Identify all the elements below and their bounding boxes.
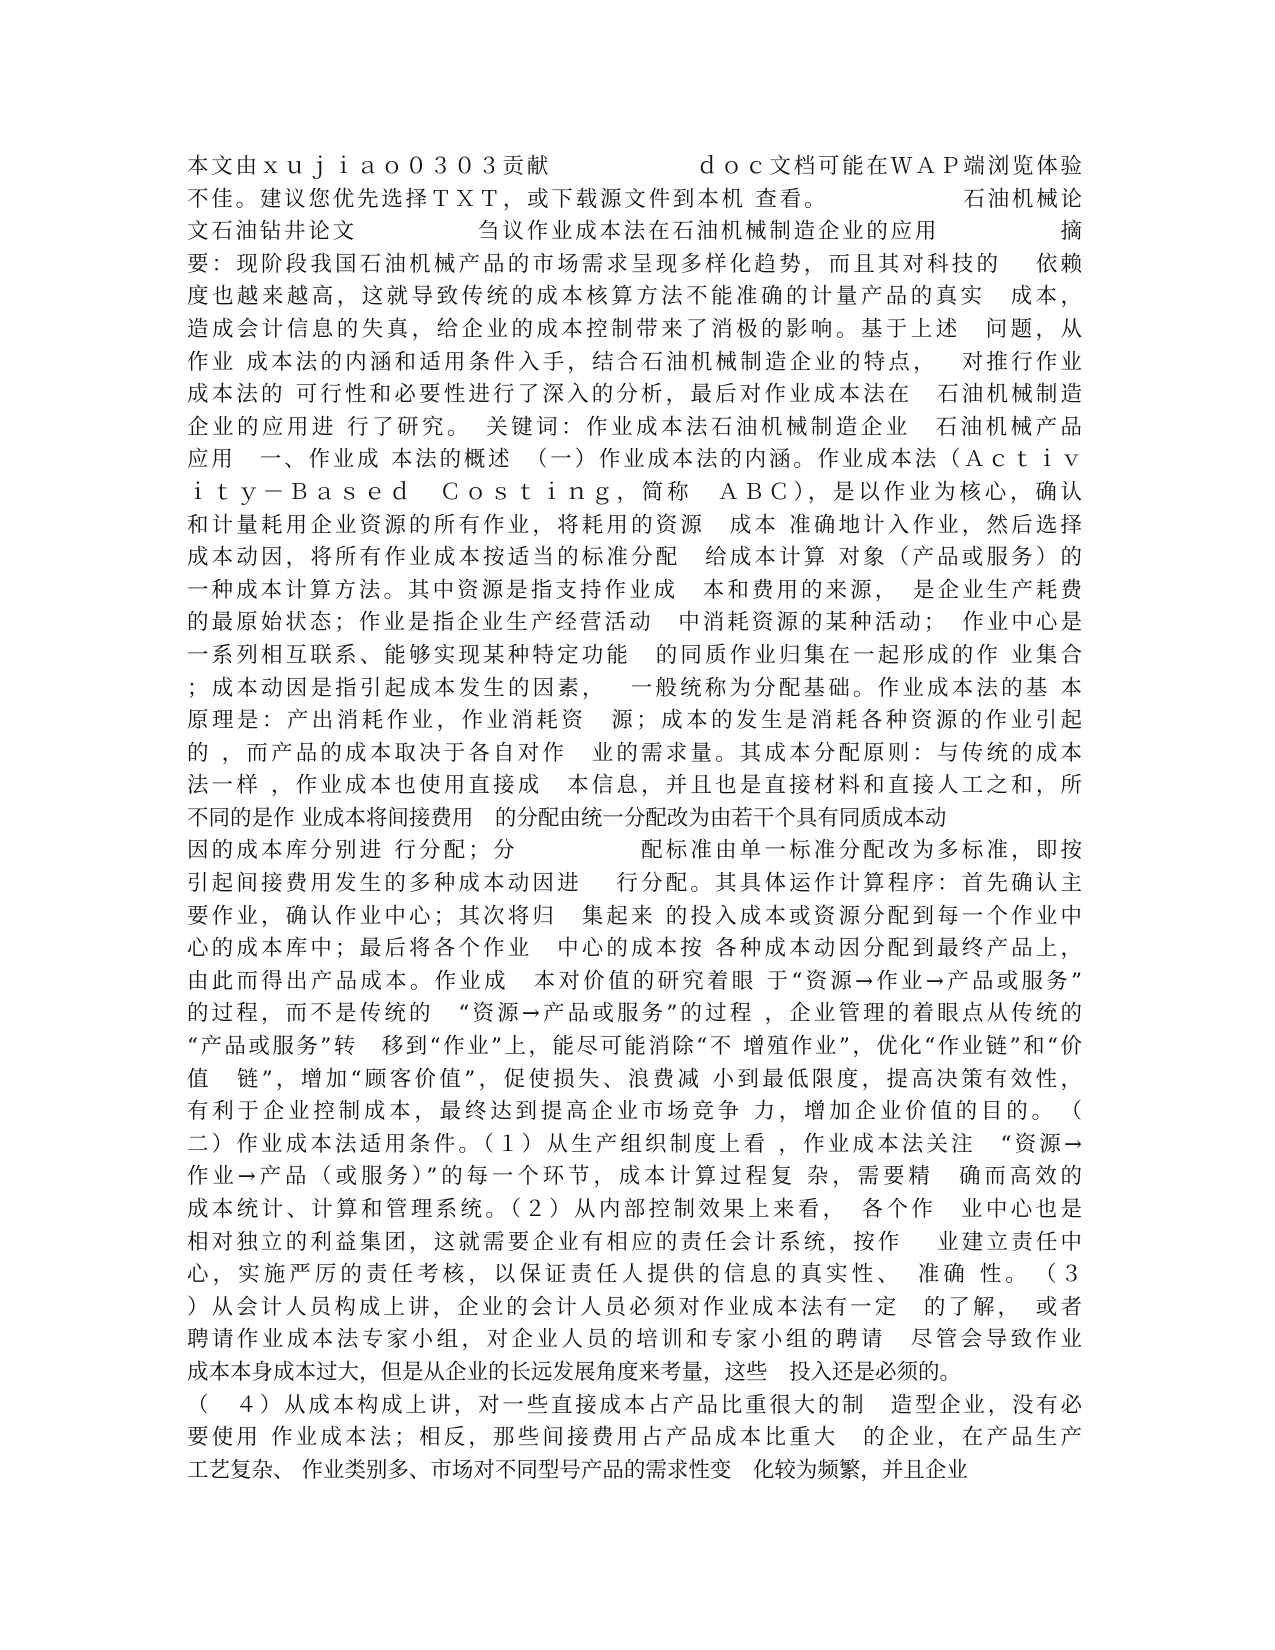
text-line: 一种成本计算方法。其中资源是指支持作业成 本和费用的来源， 是企业生产耗费 — [187, 577, 1082, 603]
text-line: 造成会计信息的失真，给企业的成本控制带来了消极的影响。基于上述 问题，从 — [187, 316, 1082, 342]
text-line: 本文由ｘｕｊｉａｏ０３０３贡献 ｄｏｃ文档可能在ＷＡＰ端浏览体验 — [187, 154, 1082, 179]
text-line: 法一样 ，作业成本也使用直接成 本信息，并且也是直接材料和直接人工之和，所 — [187, 773, 1082, 799]
text-line: 应用 一、作业成 本法的概述 （一）作业成本法的内涵。作业成本法（Ａｃｔｉｖ — [187, 447, 1082, 473]
text-line: 和计量耗用企业资源的所有作业，将耗用的资源 成本 准确地计入作业，然后选择 — [187, 512, 1082, 538]
text-line: 成本动因，将所有作业成本按适当的标准分配 给成本计算 对象（产品或服务）的 — [187, 545, 1082, 571]
text-line: ）从会计人员构成上讲，企业的会计人员必须对作业成本法有一定 的了解， 或者 — [187, 1294, 1082, 1320]
text-line: 相对独立的利益集团，这就需要企业有相应的责任会计系统，按作 业建立责任中 — [187, 1229, 1082, 1255]
text-line: 要作业，确认作业中心；其次将归 集起来 的投入成本或资源分配到每一个作业中 — [187, 903, 1082, 929]
text-line: 的 ，而产品的成本取决于各自对作 业的需求量。其成本分配原则：与传统的成本 — [187, 740, 1082, 766]
text-line: 心的成本库中；最后将各个作业 中心的成本按 各种成本动因分配到最终产品上， — [187, 936, 1082, 962]
text-line: 的最原始状态；作业是指企业生产经营活动 中消耗资源的某种活动； 作业中心是 — [187, 610, 1082, 636]
text-line: 成本统计、计算和管理系统。（２）从内部控制效果上来看， 各个作 业中心也是 — [187, 1197, 1082, 1222]
text-line: ；成本动因是指引起成本发生的因素， 一般统称为分配基础。作业成本法的基 本 — [187, 675, 1082, 701]
text-line: 企业的应用进 行了研究。 关键词：作业成本法石油机械制造企业 石油机械产品 — [187, 414, 1082, 440]
text-line: 值 链”，增加“顾客价值”，促使损失、浪费减 小到最低限度，提高决策有效性， — [187, 1066, 1082, 1092]
text-line: 心，实施严厉的责任考核，以保证责任人提供的信息的真实性、 准确 性。 （３ — [187, 1262, 1082, 1288]
text-line: 一系列相互联系、能够实现某种特定功能 的同质作业归集在一起形成的作 业集合 — [187, 642, 1082, 668]
text-line: 原理是：产出消耗作业，作业消耗资 源；成本的发生是消耗各种资源的作业引起 — [187, 708, 1082, 734]
text-line: （ ４）从成本构成上讲，对一些直接成本占产品比重很大的制 造型企业，没有必 — [187, 1392, 1082, 1418]
text-line: 因的成本库分别进 行分配；分 配标准由单一标准分配改为多标准，即按 — [187, 838, 1082, 864]
text-line: 有利于企业控制成本，最终达到提高企业市场竞争 力，增加企业价值的目的。 （ — [187, 1099, 1082, 1125]
text-line: 的过程，而不是传统的 “资源→产品或服务”的过程 ，企业管理的着眼点从传统的 — [187, 1001, 1082, 1027]
text-line: 引起间接费用发生的多种成本动因进 行分配。其具体运作计算程序：首先确认主 — [187, 871, 1082, 897]
text-line: 由此而得出产品成本。作业成 本对价值的研究着眼 于“资源→作业→产品或服务” — [187, 968, 1082, 994]
text-line: 成本法的 可行性和必要性进行了深入的分析，最后对作业成本法在 石油机械制造 — [187, 382, 1082, 408]
text-line: “产品或服务”转 移到“作业”上，能尽可能消除“不 增殖作业”，优化“作业链”和“价 — [187, 1034, 1082, 1060]
text-line: 文石油钻井论文 刍议作业成本法在石油机械制造企业的应用 摘 — [187, 219, 1082, 245]
text-line: 不佳。建议您优先选择ＴＸＴ，或下载源文件到本机 查看。 石油机械论 — [187, 186, 1082, 212]
text-line: 作业→产品（或服务）”的每一个环节，成本计算过程复 杂，需要精 确而高效的 — [187, 1164, 1082, 1190]
text-line: 作业 成本法的内涵和适用条件入手，结合石油机械制造企业的特点， 对推行作业 — [187, 349, 1082, 375]
text-line: 要使用 作业成本法；相反，那些间接费用占产品成本比重大 的企业，在产品生产 — [187, 1425, 1082, 1451]
text-line: 不同的是作 业成本将间接费用 的分配由统一分配改为由若干个具有同质成本动 — [187, 805, 947, 831]
document-body — [187, 151, 1082, 1487]
text-line: 二）作业成本法适用条件。（１）从生产组织制度上看 ，作业成本法关注 “资源→ — [187, 1131, 1082, 1157]
text-line: 成本本身成本过大，但是从企业的长远发展角度来考量，这些 投入还是必须的。 — [187, 1359, 962, 1385]
text-line: ｉｔｙ－Ｂａｓｅｄ Ｃｏｓｔｉｎｇ，简称 ＡＢＣ），是以作业为核心，确认 — [187, 479, 1082, 505]
text-line: 要：现阶段我国石油机械产品的市场需求呈现多样化趋势，而且其对科技的 依赖 — [187, 251, 1082, 277]
text-line: 工艺复杂、 作业类别多、市场对不同型号产品的需求性变 化较为频繁，并且企业 — [187, 1457, 968, 1483]
text-line: 聘请作业成本法专家小组，对企业人员的培训和专家小组的聘请 尽管会导致作业 — [187, 1327, 1082, 1353]
text-line: 度也越来越高，这就导致传统的成本核算方法不能准确的计量产品的真实 成本， — [187, 284, 1082, 310]
